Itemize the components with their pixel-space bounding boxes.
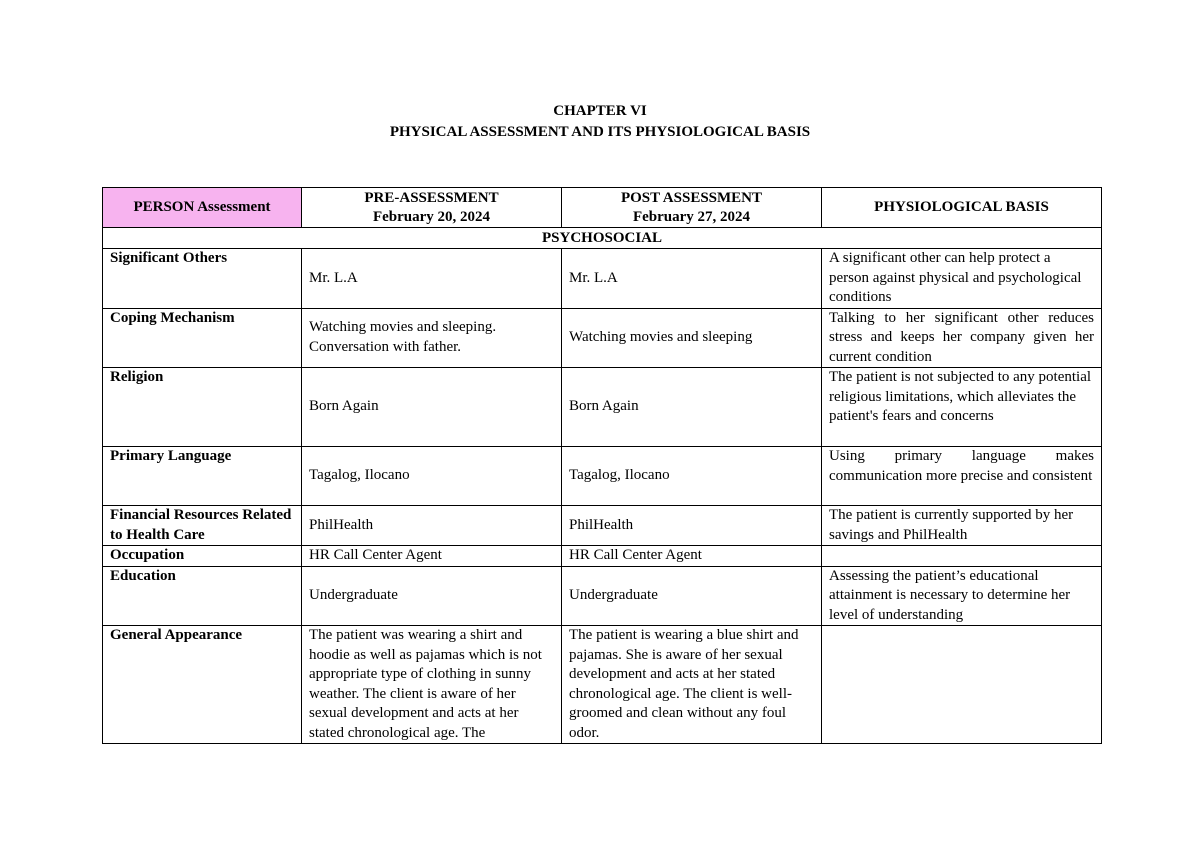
row-label: Religion [103, 368, 302, 447]
row-label: Significant Others [103, 249, 302, 309]
chapter-heading [0, 101, 1200, 143]
pre-value: The patient was wearing a shirt and hoodie as well as pajamas which is not appropriate type of clothing in sunny weather. The client is aware of her sexual development and acts at her stated chronological age. The [302, 626, 562, 744]
table-row [103, 626, 1102, 744]
post-value: Undergraduate [562, 566, 822, 626]
post-value: Watching movies and sleeping [562, 308, 822, 368]
chapter-number: CHAPTER VI [553, 103, 647, 119]
table-row [103, 546, 1102, 567]
pre-assessment-title: PRE-ASSESSMENT [364, 189, 499, 206]
post-value: PhilHealth [562, 506, 822, 546]
pre-value: HR Call Center Agent [302, 546, 562, 567]
header-physiological-basis: PHYSIOLOGICAL BASIS [822, 188, 1102, 228]
post-assessment-date: February 27, 2024 [632, 208, 751, 225]
table-row [103, 308, 1102, 368]
pre-value: Undergraduate [302, 566, 562, 626]
table-header-row [103, 188, 1102, 228]
assessment-table [102, 187, 1102, 744]
basis-value: The patient is not subjected to any potential religious limitations, which alleviates the patient's fears and concerns [822, 368, 1102, 447]
table-row [103, 566, 1102, 626]
basis-value: Assessing the patient’s educational attainment is necessary to determine her level of understanding [822, 566, 1102, 626]
chapter-title: PHYSICAL ASSESSMENT AND ITS PHYSIOLOGICAL BASIS [389, 124, 811, 140]
post-value: Born Again [562, 368, 822, 447]
row-label: Education [103, 566, 302, 626]
basis-value [822, 546, 1102, 567]
post-assessment-title: POST ASSESSMENT [620, 189, 763, 206]
pre-value: Born Again [302, 368, 562, 447]
basis-value: Talking to her significant other reduces stress and keeps her company given her current condition [822, 308, 1102, 368]
pre-assessment-date: February 20, 2024 [372, 208, 491, 225]
header-pre-assessment [302, 188, 562, 228]
row-label: Occupation [103, 546, 302, 567]
row-label: General Appearance [103, 626, 302, 744]
row-label: Financial Resources Related to Health Care [103, 506, 302, 546]
table-row [103, 506, 1102, 546]
basis-value [822, 626, 1102, 744]
table-row [103, 447, 1102, 506]
table-row [103, 368, 1102, 447]
pre-value: Watching movies and sleeping. Conversation with father. [302, 308, 562, 368]
post-value: HR Call Center Agent [562, 546, 822, 567]
table-row [103, 249, 1102, 309]
section-title: PSYCHOSOCIAL [103, 228, 1102, 249]
header-person-assessment: PERSON Assessment [103, 188, 302, 228]
basis-value: A significant other can help protect a person against physical and psychological conditions [822, 249, 1102, 309]
row-label: Coping Mechanism [103, 308, 302, 368]
pre-value: Mr. L.A [302, 249, 562, 309]
pre-value: Tagalog, Ilocano [302, 447, 562, 506]
row-label: Primary Language [103, 447, 302, 506]
post-value: Mr. L.A [562, 249, 822, 309]
section-row-psychosocial [103, 228, 1102, 249]
post-value: Tagalog, Ilocano [562, 447, 822, 506]
header-post-assessment [562, 188, 822, 228]
pre-value: PhilHealth [302, 506, 562, 546]
post-value: The patient is wearing a blue shirt and pajamas. She is aware of her sexual development and acts at her stated chronological age. The client is well-groomed and clean without any foul odor. [562, 626, 822, 744]
basis-value: Using primary language makes communication more precise and consistent [822, 447, 1102, 506]
basis-value: The patient is currently supported by her savings and PhilHealth [822, 506, 1102, 546]
